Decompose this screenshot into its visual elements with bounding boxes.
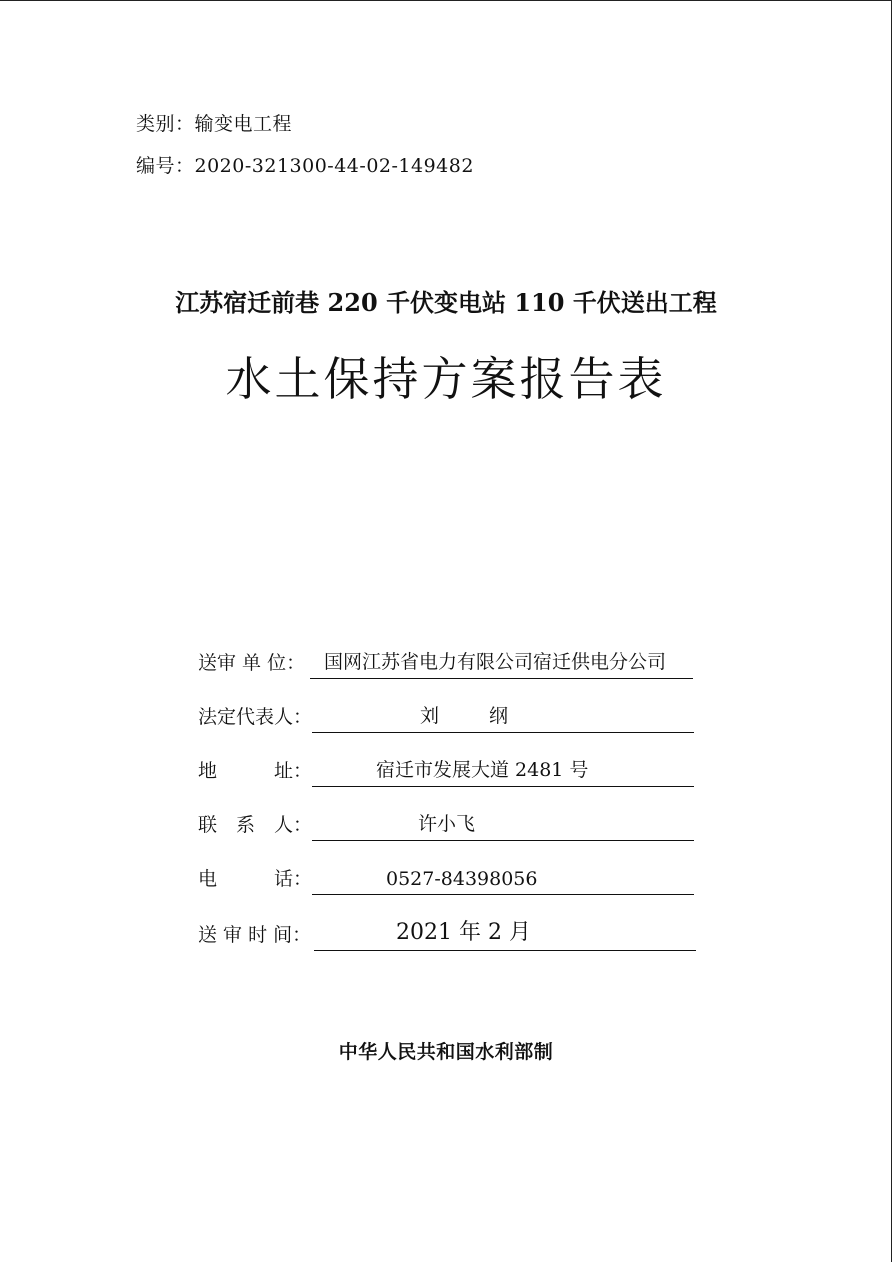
phone-value: 0527-84398056 — [386, 868, 538, 890]
category-line: 类别：输变电工程 — [136, 113, 293, 135]
address-field — [312, 756, 694, 787]
submission-date-field — [314, 920, 696, 951]
project-title: 江苏宿迁前巷 220 千伏变电站 110 千伏送出工程 — [175, 288, 717, 317]
legal-representative-field — [312, 702, 694, 733]
phone-field — [312, 864, 694, 895]
contact-person-label: 联 系 人： — [198, 814, 313, 836]
form-row-contact-person — [198, 809, 694, 841]
form-row-address — [198, 755, 694, 787]
legal-representative-value: 刘 纲 — [420, 705, 531, 727]
contact-person-value: 许小飞 — [418, 813, 476, 835]
submission-date-label: 送 审 时 间： — [198, 924, 312, 946]
form-row-phone — [198, 863, 694, 895]
address-label: 地 址： — [198, 760, 313, 782]
form-row-legal-representative — [198, 701, 694, 733]
address-value: 宿迁市发展大道 2481 号 — [376, 759, 589, 781]
submitting-unit-label: 送审 单 位： — [198, 652, 306, 674]
report-title: 水土保持方案报告表 — [225, 352, 667, 406]
serial-number-line: 编号：2020-321300-44-02-149482 — [136, 155, 474, 177]
form-row-submitting-unit — [198, 647, 693, 679]
phone-label: 电 话： — [198, 868, 313, 890]
issuer-footer: 中华人民共和国水利部制 — [338, 1041, 554, 1063]
submitting-unit-field — [310, 648, 693, 679]
submitting-unit-value: 国网江苏省电力有限公司宿迁供电分公司 — [324, 651, 667, 673]
legal-representative-label: 法定代表人： — [198, 706, 313, 728]
form-row-submission-date — [198, 919, 696, 951]
contact-person-field — [312, 810, 694, 841]
submission-date-value: 2021 年 2 月 — [396, 920, 531, 945]
